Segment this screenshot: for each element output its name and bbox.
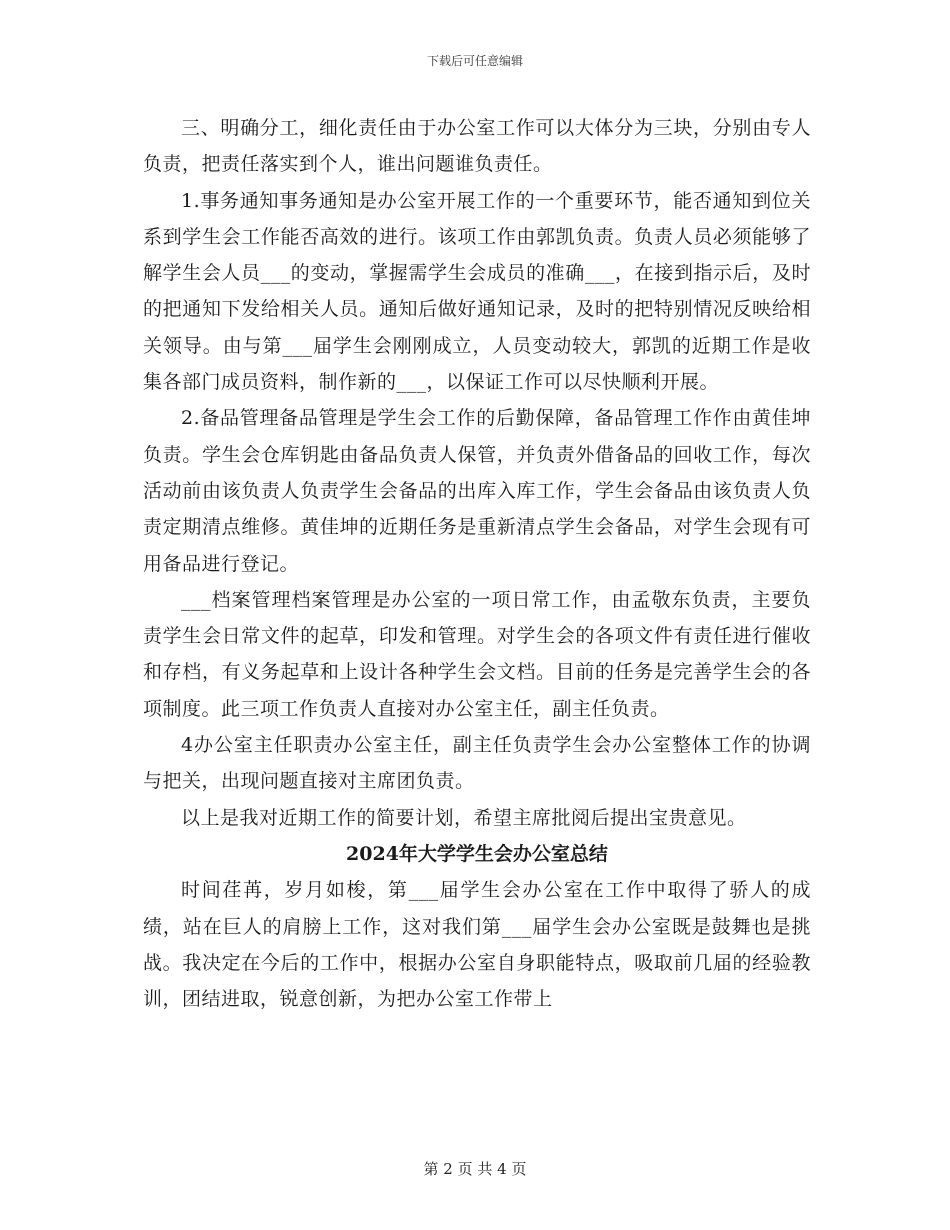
paragraph-supplies: 2.备品管理备品管理是学生会工作的后勤保障，备品管理工作作由黄佳坤负责。学生会仓库钥匙由备品负责人保管，并负责外借备品的回收工作，每次活动前由该负责人负责学生会备品的出库入库工作，学生会备品由该负责人负责定期清点维修。黄佳坤的近期任务是重新清点学生会备品，对学生会现有可用备品进行登记。 — [143, 407, 811, 575]
paragraph-notifications: 1.事务通知事务通知是办公室开展工作的一个重要环节，能否通知到位关系到学生会工作能否高效的进行。该项工作由郭凯负责。负责人员必须能够了解学生会人员___的变动，掌握需学生会成员的准确___，在接到指示后，及时的把通知下发给相关人员。通知后做好通知记录，及时的把特别情况反映给相关领导。由与第___届学生会刚刚成立，人员变动较大，郭凯的近期工作是收集各部门成员资料，制作新的___，以保证工作可以尽快顺利开展。 — [143, 189, 811, 394]
section-title: 2024年大学学生会办公室总结 — [346, 842, 608, 865]
paragraph-closing: 以上是我对近期工作的简要计划，希望主席批阅后提出宝贵意见。 — [181, 806, 747, 829]
paragraph-director-duties: 4办公室主任职责办公室主任，副主任负责学生会办公室整体工作的协调与把关，出现问题直接对主席团负责。 — [143, 734, 811, 793]
page-footer: 第 2 页 共 4 页 — [423, 1160, 527, 1178]
document-body — [143, 110, 811, 1017]
paragraph-division-of-labor: 三、明确分工，细化责任由于办公室工作可以大体分为三块，分别由专人负责，把责任落实到个人，谁出问题谁负责任。 — [143, 117, 811, 176]
page-header: 下载后可任意编辑 — [426, 54, 523, 68]
paragraph-summary-intro: 时间荏苒，岁月如梭，第___届学生会办公室在工作中取得了骄人的成绩，站在巨人的肩膀上工作，这对我们第___届学生会办公室既是鼓舞也是挑战。我决定在今后的工作中，根据办公室自身职能特点，吸取前几届的经验教训，团结进取，锐意创新，为把办公室工作带上 — [143, 879, 811, 1011]
paragraph-archives: ___档案管理档案管理是办公室的一项日常工作，由孟敬东负责，主要负责学生会日常文件的起草，印发和管理。对学生会的各项文件有责任进行催收和存档，有义务起草和上设计各种学生会文档。目前的任务是完善学生会的各项制度。此三项工作负责人直接对办公室主任，副主任负责。 — [143, 588, 811, 720]
